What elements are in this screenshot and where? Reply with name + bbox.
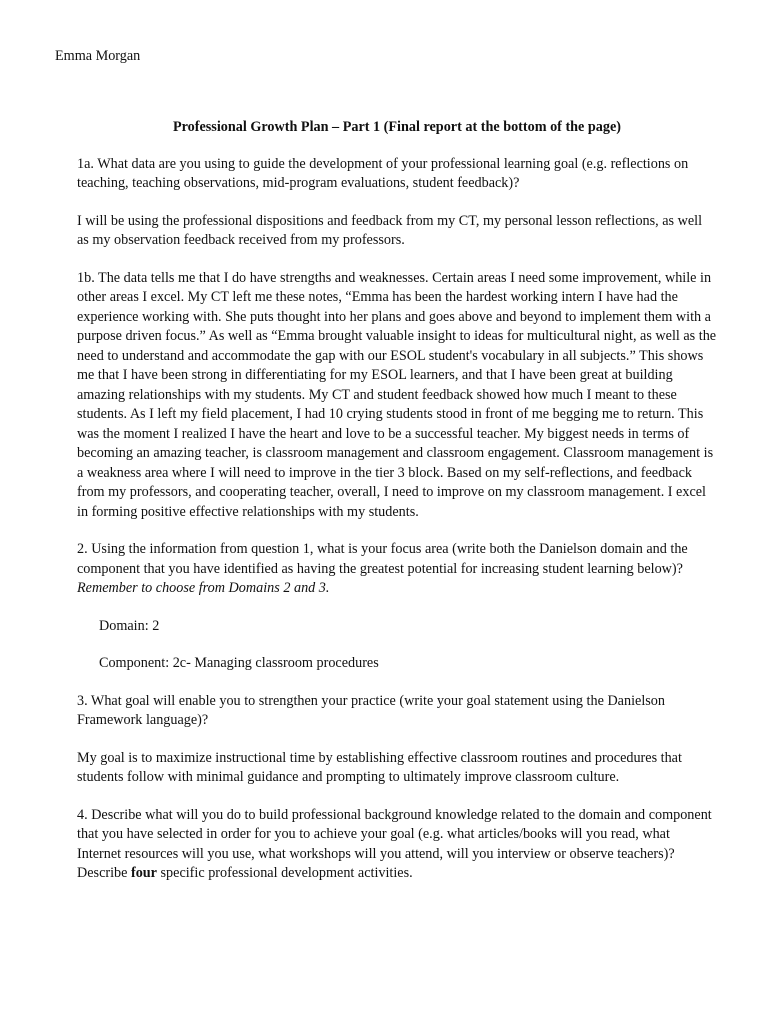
question-2-text: 2. Using the information from question 1, what is your focus area (write both the Danielson domain and the component that you have identified as having the greatest potential for increasing student learning below)? bbox=[77, 541, 688, 577]
question-4 bbox=[77, 806, 717, 884]
document-title: Professional Growth Plan – Part 1 (Final report at the bottom of the page) bbox=[172, 119, 622, 135]
domain-line: Domain: 2 bbox=[99, 617, 160, 634]
component-line: Component: 2c- Managing classroom procedures bbox=[99, 655, 379, 671]
question-4-emphasis: four bbox=[130, 865, 157, 881]
answer-1a: I will be using the professional dispositions and feedback from my CT, my personal lesson reflections, as well as my observation feedback received from my professors. bbox=[77, 212, 703, 248]
document-body bbox=[77, 118, 717, 884]
question-4-text-b: specific professional development activities. bbox=[156, 865, 413, 881]
answer-1b: 1b. The data tells me that I do have strengths and weaknesses. Certain areas I need some improvement, while in other areas I excel. My CT left me these notes, “Emma has been the hardest working intern I have had the experience working with. She puts thought into her plans and goes above and beyond to implement them with a purpose driven focus.” As well as “Emma brought valuable insight to ideas for multicultural night, as well as the need to understand and accommodate the gap with our ESOL student's vocabulary in all subjects.” This shows me that I have been strong in differentiating for my ESOL learners, and that I have been great at building amazing relationships with my students. My CT and student feedback showed how much I meant to these students. As I left my field placement, I had 10 crying students stood in front of me begging me to return. This was the moment I realized I have the heart and love to be a successful teacher. My biggest needs in terms of becoming an amazing teacher, is classroom management and classroom engagement. Classroom management is a weakness area where I will need to improve in the tier 3 block. Based on my self-reflections, and feedback from my professors, and cooperating teacher, overall, I need to improve on my classroom management. I excel in forming positive effective relationships with my students. bbox=[77, 269, 717, 520]
question-2-note: Remember to choose from Domains 2 and 3. bbox=[77, 580, 330, 596]
question-2 bbox=[77, 540, 717, 599]
question-3: 3. What goal will enable you to strengthen your practice (write your goal statement using the Danielson Framework language)? bbox=[77, 692, 665, 728]
question-1a: 1a. What data are you using to guide the development of your professional learning goal (e.g. reflections on teaching, teaching observations, mid-program evaluations, student feedback)? bbox=[77, 155, 689, 191]
author-name: Emma Morgan bbox=[55, 48, 141, 64]
question-4-text-a: 4. Describe what will you do to build professional background knowledge related to the domain and component that you have selected in order for you to achieve your goal (e.g. what articles/books will you read, what Internet resources will you use, what workshops will you attend, will you interview or observe teachers)? Describe bbox=[77, 806, 712, 881]
answer-3: My goal is to maximize instructional time by establishing effective classroom routines and procedures that students follow with minimal guidance and prompting to ultimately improve classroom culture. bbox=[77, 749, 682, 785]
